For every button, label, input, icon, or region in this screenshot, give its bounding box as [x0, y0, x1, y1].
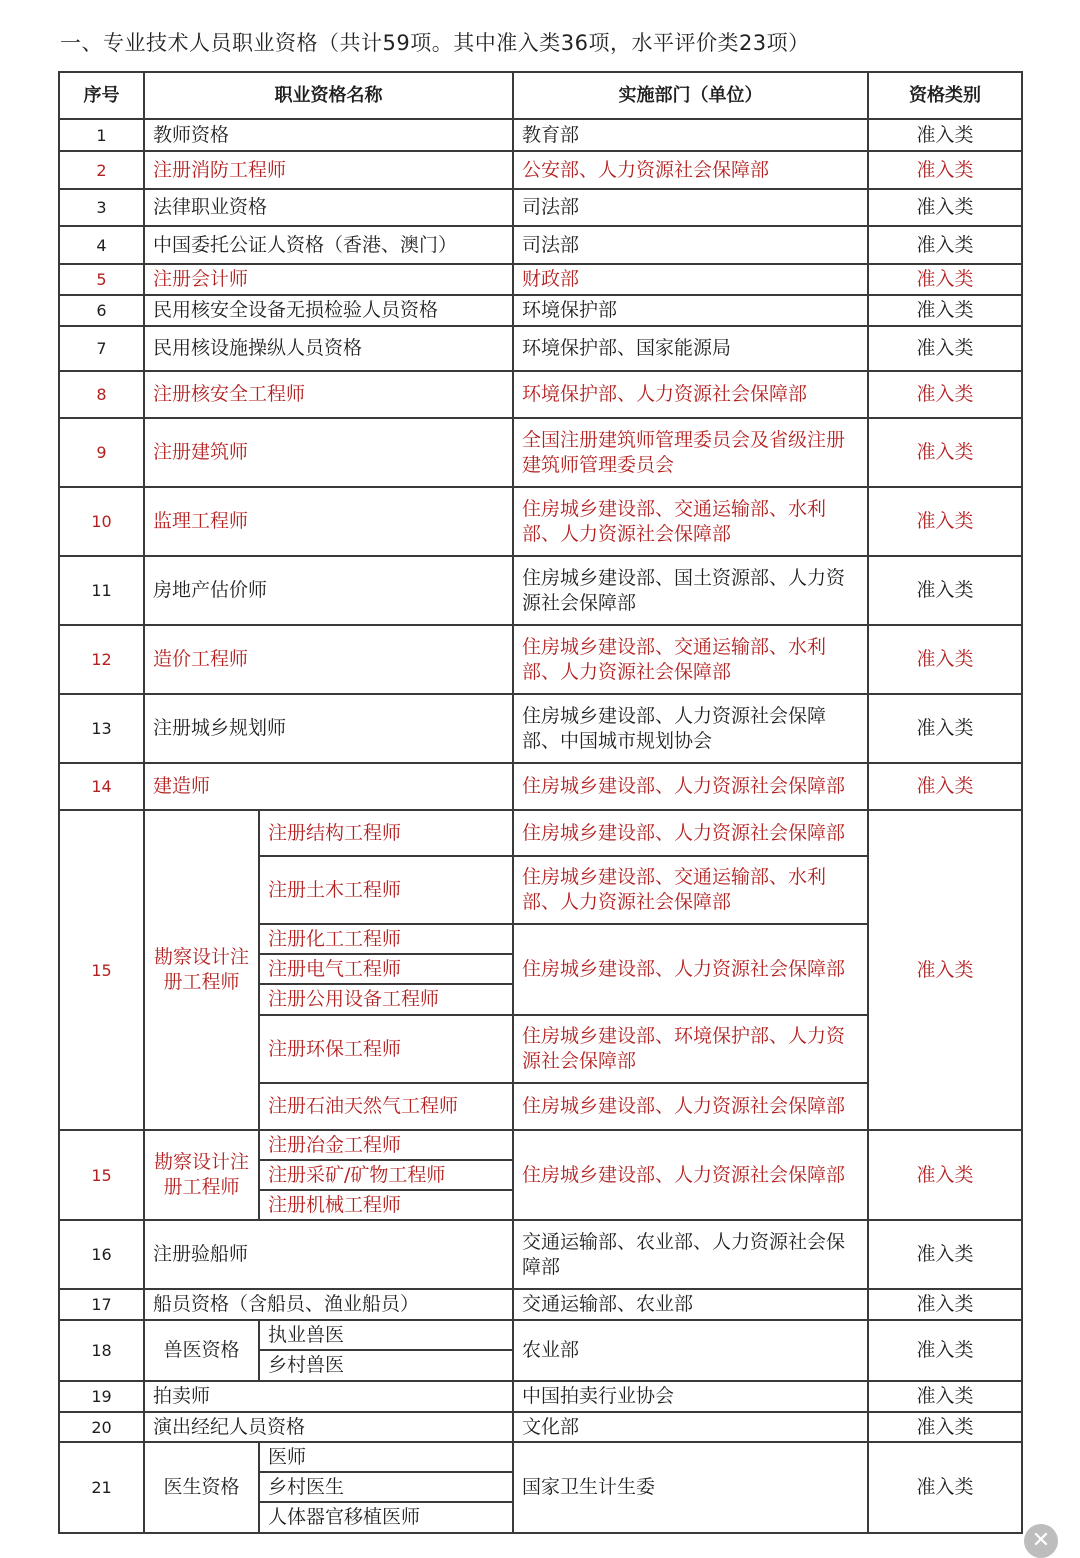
row-no: 18 [59, 1320, 144, 1381]
row-no: 9 [59, 418, 144, 487]
row-name: 注册会计师 [144, 264, 513, 295]
table-row [59, 119, 1022, 151]
row-dept: 国家卫生计生委 [513, 1442, 868, 1533]
row-type: 准入类 [868, 1320, 1022, 1381]
row-name: 注册城乡规划师 [144, 694, 513, 763]
row-no: 3 [59, 189, 144, 226]
row-dept: 住房城乡建设部、交通运输部、水利部、人力资源社会保障部 [513, 856, 868, 924]
row-type: 准入类 [868, 189, 1022, 226]
table-row [59, 326, 1022, 371]
table-row [59, 264, 1022, 295]
row-type: 准入类 [868, 151, 1022, 189]
row-dept: 住房城乡建设部、人力资源社会保障部 [513, 1083, 868, 1130]
row-dept: 农业部 [513, 1320, 868, 1381]
row-type: 准入类 [868, 1130, 1022, 1220]
row-dept: 住房城乡建设部、环境保护部、人力资源社会保障部 [513, 1015, 868, 1083]
table-row [59, 371, 1022, 418]
table-row [59, 418, 1022, 487]
row-type: 准入类 [868, 1220, 1022, 1289]
row-dept: 住房城乡建设部、交通运输部、水利部、人力资源社会保障部 [513, 487, 868, 556]
row-dept: 教育部 [513, 119, 868, 151]
row-dept: 交通运输部、农业部 [513, 1289, 868, 1320]
row-type: 准入类 [868, 763, 1022, 810]
row-name: 中国委托公证人资格（香港、澳门） [144, 226, 513, 264]
row-name: 建造师 [144, 763, 513, 810]
row-type: 准入类 [868, 556, 1022, 625]
row-no: 2 [59, 151, 144, 189]
row-name: 房地产估价师 [144, 556, 513, 625]
row-sub-name: 注册结构工程师 [259, 810, 513, 856]
header-no: 序号 [59, 72, 144, 119]
row-name: 注册建筑师 [144, 418, 513, 487]
row-name: 监理工程师 [144, 487, 513, 556]
table-row [59, 1130, 1022, 1160]
row-group-name: 兽医资格 [144, 1320, 259, 1381]
row-dept: 公安部、人力资源社会保障部 [513, 151, 868, 189]
row-dept: 文化部 [513, 1412, 868, 1442]
row-dept: 住房城乡建设部、人力资源社会保障部、中国城市规划协会 [513, 694, 868, 763]
header-name: 职业资格名称 [144, 72, 513, 119]
row-type: 准入类 [868, 625, 1022, 694]
row-name: 民用核设施操纵人员资格 [144, 326, 513, 371]
row-sub-name: 注册环保工程师 [259, 1015, 513, 1083]
row-no: 17 [59, 1289, 144, 1320]
row-name: 注册核安全工程师 [144, 371, 513, 418]
row-type: 准入类 [868, 1381, 1022, 1412]
table-row [59, 1442, 1022, 1472]
row-type: 准入类 [868, 119, 1022, 151]
row-type: 准入类 [868, 1412, 1022, 1442]
row-no: 13 [59, 694, 144, 763]
row-dept: 全国注册建筑师管理委员会及省级注册建筑师管理委员会 [513, 418, 868, 487]
row-type: 准入类 [868, 418, 1022, 487]
row-sub-name: 乡村兽医 [259, 1350, 513, 1381]
row-sub-name: 注册冶金工程师 [259, 1130, 513, 1160]
row-type: 准入类 [868, 371, 1022, 418]
row-name: 造价工程师 [144, 625, 513, 694]
row-name: 注册验船师 [144, 1220, 513, 1289]
row-dept: 中国拍卖行业协会 [513, 1381, 868, 1412]
row-sub-name: 注册土木工程师 [259, 856, 513, 924]
row-dept: 财政部 [513, 264, 868, 295]
row-no: 16 [59, 1220, 144, 1289]
row-type: 准入类 [868, 264, 1022, 295]
table-row [59, 1412, 1022, 1442]
row-dept: 住房城乡建设部、人力资源社会保障部 [513, 1130, 868, 1220]
row-sub-name: 注册石油天然气工程师 [259, 1083, 513, 1130]
row-name: 拍卖师 [144, 1381, 513, 1412]
table-row [59, 625, 1022, 694]
table-row [59, 295, 1022, 326]
row-type: 准入类 [868, 326, 1022, 371]
row-dept: 住房城乡建设部、交通运输部、水利部、人力资源社会保障部 [513, 625, 868, 694]
row-dept: 环境保护部、人力资源社会保障部 [513, 371, 868, 418]
table-row [59, 1289, 1022, 1320]
table-row [59, 1381, 1022, 1412]
table-row [59, 1320, 1022, 1350]
row-no: 8 [59, 371, 144, 418]
row-no: 20 [59, 1412, 144, 1442]
row-dept: 司法部 [513, 189, 868, 226]
row-type: 准入类 [868, 295, 1022, 326]
row-name: 民用核安全设备无损检验人员资格 [144, 295, 513, 326]
row-type: 准入类 [868, 1442, 1022, 1533]
row-no: 10 [59, 487, 144, 556]
row-group-name: 勘察设计注册工程师 [144, 1130, 259, 1220]
row-sub-name: 注册公用设备工程师 [259, 984, 513, 1015]
row-no: 11 [59, 556, 144, 625]
table-row [59, 810, 1022, 856]
row-no: 7 [59, 326, 144, 371]
table-row [59, 763, 1022, 810]
table-row [59, 487, 1022, 556]
row-dept: 住房城乡建设部、人力资源社会保障部 [513, 763, 868, 810]
row-sub-name: 乡村医生 [259, 1472, 513, 1502]
row-no: 14 [59, 763, 144, 810]
row-type: 准入类 [868, 694, 1022, 763]
row-sub-name: 注册机械工程师 [259, 1190, 513, 1220]
row-name: 注册消防工程师 [144, 151, 513, 189]
row-dept: 司法部 [513, 226, 868, 264]
row-name: 演出经纪人员资格 [144, 1412, 513, 1442]
row-dept: 交通运输部、农业部、人力资源社会保障部 [513, 1220, 868, 1289]
row-dept: 住房城乡建设部、人力资源社会保障部 [513, 924, 868, 1015]
row-no: 1 [59, 119, 144, 151]
row-no: 15 [59, 1130, 144, 1220]
table-header-row [59, 72, 1022, 119]
row-type: 准入类 [868, 810, 1022, 1130]
close-icon[interactable]: ✕ [1024, 1524, 1058, 1558]
row-no: 19 [59, 1381, 144, 1412]
header-type: 资格类别 [868, 72, 1022, 119]
table-row [59, 151, 1022, 189]
table-row [59, 556, 1022, 625]
row-type: 准入类 [868, 226, 1022, 264]
table-row [59, 189, 1022, 226]
row-dept: 环境保护部 [513, 295, 868, 326]
row-type: 准入类 [868, 487, 1022, 556]
row-no: 12 [59, 625, 144, 694]
row-name: 教师资格 [144, 119, 513, 151]
row-no: 15 [59, 810, 144, 1130]
row-dept: 住房城乡建设部、国土资源部、人力资源社会保障部 [513, 556, 868, 625]
row-dept: 住房城乡建设部、人力资源社会保障部 [513, 810, 868, 856]
row-sub-name: 注册化工工程师 [259, 924, 513, 954]
row-no: 5 [59, 264, 144, 295]
row-type: 准入类 [868, 1289, 1022, 1320]
table-row [59, 226, 1022, 264]
row-sub-name: 执业兽医 [259, 1320, 513, 1350]
row-no: 21 [59, 1442, 144, 1533]
row-group-name: 医生资格 [144, 1442, 259, 1533]
row-no: 4 [59, 226, 144, 264]
row-sub-name: 注册采矿/矿物工程师 [259, 1160, 513, 1190]
row-name: 法律职业资格 [144, 189, 513, 226]
table-row [59, 1220, 1022, 1289]
table-row [59, 694, 1022, 763]
section-title: 一、专业技术人员职业资格（共计59项。其中准入类36项，水平评价类23项） [60, 31, 810, 55]
row-sub-name: 注册电气工程师 [259, 954, 513, 984]
row-name: 船员资格（含船员、渔业船员） [144, 1289, 513, 1320]
row-no: 6 [59, 295, 144, 326]
qualification-table [58, 71, 1023, 1534]
row-dept: 环境保护部、国家能源局 [513, 326, 868, 371]
header-dept: 实施部门（单位） [513, 72, 868, 119]
row-group-name: 勘察设计注册工程师 [144, 810, 259, 1130]
row-sub-name: 医师 [259, 1442, 513, 1472]
row-sub-name: 人体器官移植医师 [259, 1502, 513, 1533]
